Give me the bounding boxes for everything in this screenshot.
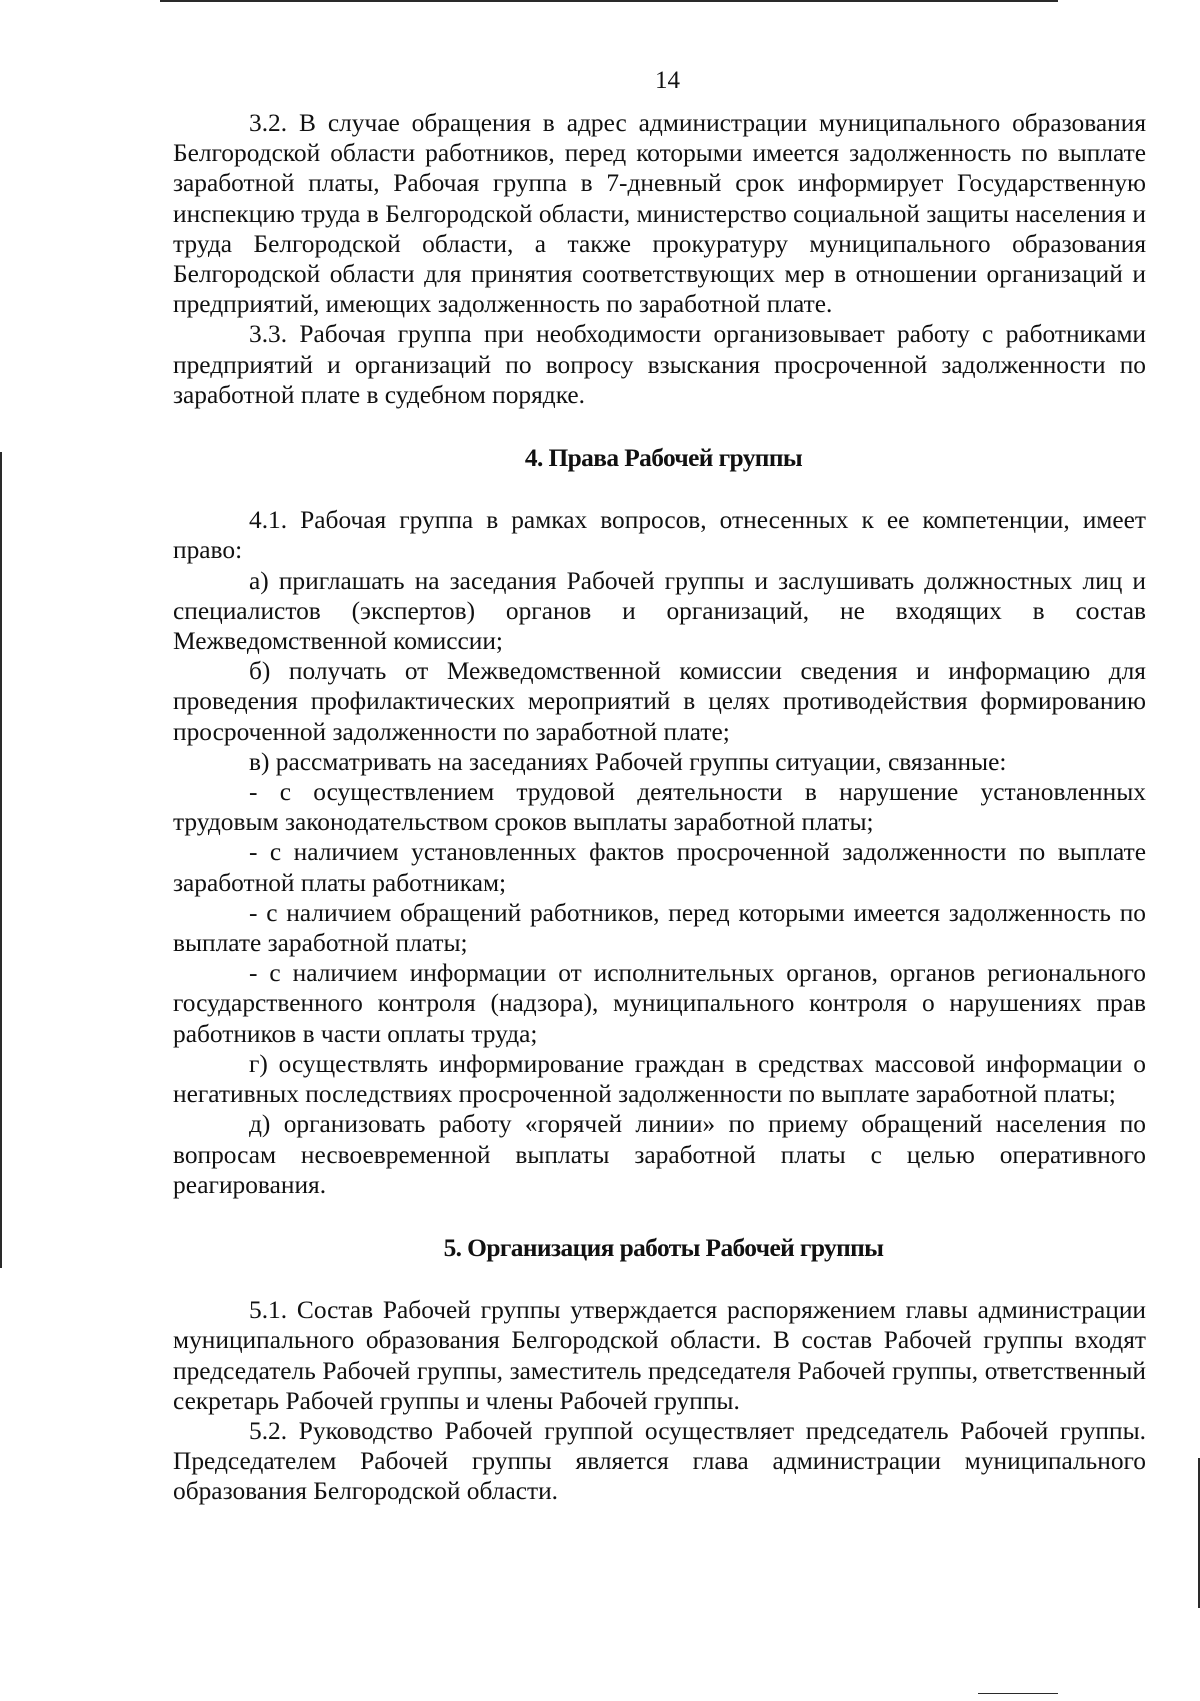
list-item-v: в) рассматривать на заседаниях Рабочей группы ситуации, связанные: xyxy=(249,747,1007,776)
paragraph-4-1: 4.1. Рабочая группа в рамках вопросов, отнесенных к ее компетенции, имеет право: xyxy=(173,506,1146,565)
list-item-g: г) осуществлять информирование граждан в средствах массовой информации о негативных последствиях просроченной задолженности по выплате заработной платы; xyxy=(173,1049,1146,1109)
scan-edge-left-line xyxy=(0,452,2,1268)
scan-edge-bottom-line xyxy=(978,1693,1058,1694)
paragraph-5-2: 5.2. Руководство Рабочей группой осуществляет председатель Рабочей группы. Председателем Рабочей группы является глава администрации муниципального образования Белгородской области. xyxy=(173,1416,1146,1506)
scan-edge-top-line xyxy=(160,0,1058,2)
paragraph-5-1: 5.1. Состав Рабочей группы утверждается распоряжением главы администрации муниципального образования Белгородской области. В состав Рабочей группы входят председатель Рабочей группы, заместитель председателя Рабочей группы, ответственный секретарь Рабочей группы и члены Рабочей группы. xyxy=(173,1296,1146,1415)
sub-item-2: - с наличием установленных фактов просроченной задолженности по выплате заработной платы работникам; xyxy=(173,838,1146,897)
list-item-b: б) получать от Межведомственной комиссии сведения и информацию для проведения профилактических мероприятий в целях противодействия формированию просроченной задолженности по заработной плате; xyxy=(173,657,1146,746)
paragraph-3-2: 3.2. В случае обращения в адрес администрации муниципального образования Белгородской области работников, перед которыми имеется задолженность по выплате заработной платы, Рабочая группа в 7-дневный срок информирует Государственную инспекцию труда в Белгородской области, министерство социальной защиты населения и труда Белгородской области, а также прокуратуру муниципального образования Белгородской области для принятия соответствующих мер в отношении организаций и предприятий, имеющих задолженность по заработной плате. xyxy=(173,109,1146,319)
document-body xyxy=(173,108,1146,1507)
sub-item-1: - с осуществлением трудовой деятельности в нарушение установленных трудовым законодательством сроков выплаты заработной платы; xyxy=(173,778,1146,837)
section-4-heading: 4. Права Рабочей группы xyxy=(524,444,803,473)
sub-item-3: - с наличием обращений работников, перед которыми имеется задолженность по выплате заработной платы; xyxy=(173,898,1146,958)
paragraph-3-3: 3.3. Рабочая группа при необходимости организовывает работу с работниками предприятий и организаций по вопросу взыскания просроченной задолженности по заработной плате в судебном порядке. xyxy=(173,320,1146,409)
section-5-heading: 5. Организация работы Рабочей группы xyxy=(443,1233,884,1262)
list-item-d: д) организовать работу «горячей линии» по приему обращений населения по вопросам несвоевременной выплаты заработной платы с целью оперативного реагирования. xyxy=(173,1110,1146,1199)
list-item-a: а) приглашать на заседания Рабочей группы и заслушивать должностных лиц и специалистов (экспертов) органов и организаций, не входящих в состав Межведомственной комиссии; xyxy=(173,566,1146,656)
page-number: 14 xyxy=(655,67,680,94)
sub-item-4: - с наличием информации от исполнительных органов, органов регионального государственного контроля (надзора), муниципального контроля о нарушениях прав работников в части оплаты труда; xyxy=(173,959,1146,1048)
